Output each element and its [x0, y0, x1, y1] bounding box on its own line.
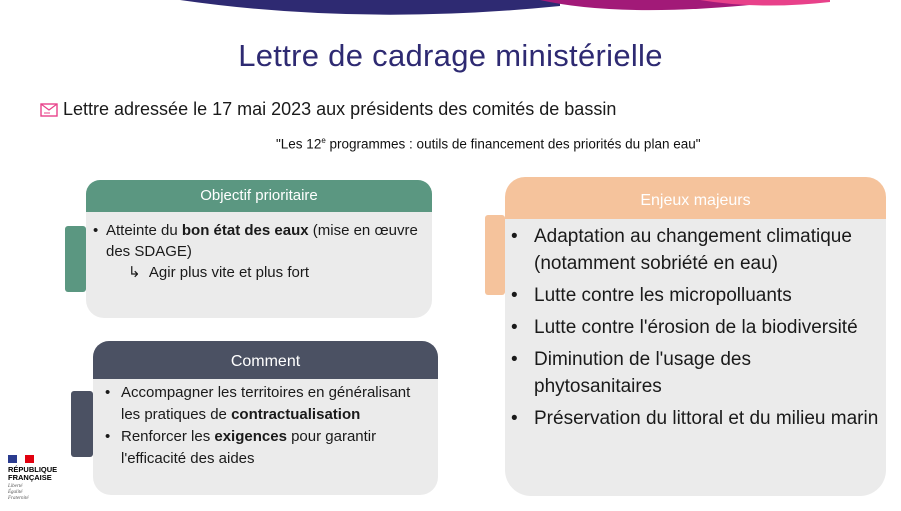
enjeux-item: • Préservation du littoral et du milieu marin — [534, 405, 880, 432]
motto-line-2: Égalité — [8, 490, 23, 495]
enjeux-body — [505, 219, 886, 496]
quote-prefix: "Les 12 — [276, 136, 322, 152]
objectif-sub-item-text: Agir plus vite et plus fort — [148, 264, 309, 281]
french-flag-icon — [8, 455, 34, 463]
comment-item-2 — [121, 426, 428, 470]
comment-side-tab — [71, 391, 93, 457]
logo-line-2: FRANÇAISE — [8, 473, 52, 482]
logo-motto — [8, 484, 88, 502]
enjeux-item: • Adaptation au changement climatique (notamment sobriété en eau) — [534, 223, 880, 277]
quote-suffix: programmes : outils de financement des priorités du plan eau" — [325, 136, 701, 152]
comment-item-2-text: Renforcer les — [121, 428, 215, 445]
enjeux-item: • Lutte contre les micropolluants — [534, 282, 880, 309]
motto-line-1: Liberté — [8, 484, 23, 489]
enjeux-box — [505, 177, 886, 496]
objectif-item-text-end: (mise en œuvre des SDAGE) — [106, 222, 418, 260]
slide-title: Lettre de cadrage ministérielle — [238, 38, 663, 73]
objectif-body — [86, 212, 432, 318]
objectif-header: Objectif prioritaire — [86, 180, 432, 212]
comment-item-1 — [121, 382, 428, 426]
objectif-item — [106, 220, 422, 262]
envelope-icon — [40, 103, 58, 117]
motto-line-3: Fraternité — [8, 496, 29, 501]
objectif-item-text: Atteinte du — [106, 222, 182, 239]
arrow-icon: ↳ — [128, 264, 141, 281]
comment-box — [93, 341, 438, 495]
republique-francaise-logo — [8, 455, 88, 502]
objectif-side-tab — [65, 226, 86, 292]
enjeux-header: Enjeux majeurs — [505, 177, 886, 219]
comment-item-2-bold: exigences — [214, 428, 287, 445]
subtitle: Lettre adressée le 17 mai 2023 aux présidents des comités de bassin — [63, 99, 617, 119]
comment-item-1-text: Accompagner les territoires en généralisant les pratiques de — [121, 384, 411, 423]
subtitle-row — [40, 99, 616, 120]
top-decorative-banner — [0, 0, 901, 24]
comment-item-1-bold: contractualisation — [231, 406, 361, 423]
enjeux-side-tab — [485, 215, 505, 295]
quote-text — [276, 136, 701, 152]
objectif-item-bold: bon état des eaux — [181, 222, 309, 239]
comment-header: Comment — [93, 341, 438, 379]
comment-item-2-text-end: pour garantir l'efficacité des aides — [121, 428, 377, 467]
objectif-sub-item — [128, 262, 422, 283]
enjeux-item: • Diminution de l'usage des phytosanitaires — [534, 346, 880, 400]
comment-body — [93, 379, 438, 495]
quote-superscript: e — [321, 136, 326, 145]
enjeux-item: • Lutte contre l'érosion de la biodiversité — [534, 314, 880, 341]
objectif-box — [86, 180, 432, 318]
logo-line-1: RÉPUBLIQUE — [8, 465, 58, 474]
